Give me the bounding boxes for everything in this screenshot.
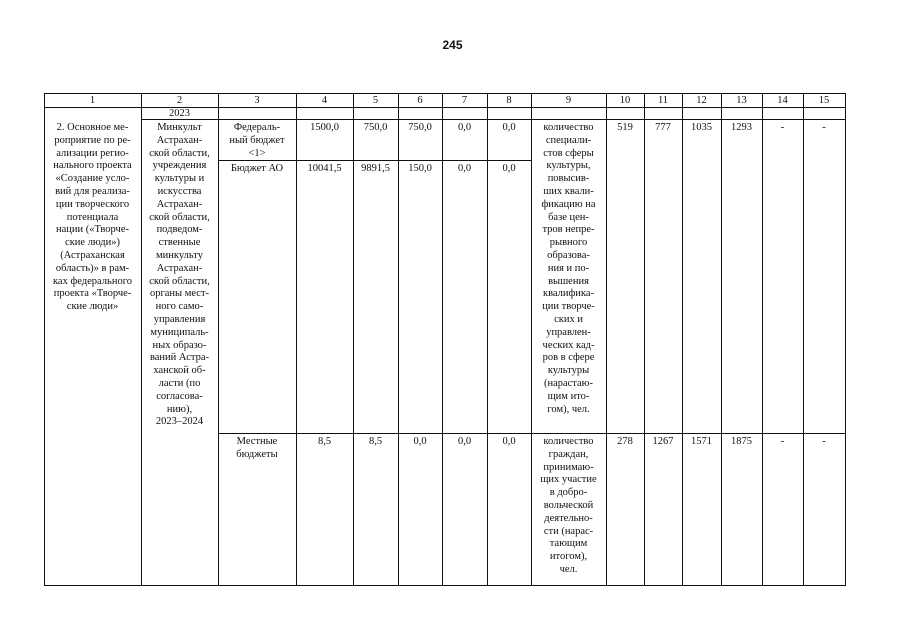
indicator-line: щим ито- (547, 390, 590, 402)
indicator-line: тающим (549, 538, 588, 550)
source-local (218, 436, 296, 462)
executor-line: ханской об- (153, 365, 206, 377)
indicator-line: ния и по- (547, 262, 590, 274)
indicator-line: культуры (547, 365, 590, 377)
executor-line: органы мест- (149, 288, 210, 300)
executor-line: Минкульт (157, 122, 202, 133)
executor-line: Астрахан- (156, 262, 203, 274)
indicator-line: принимаю- (543, 461, 594, 473)
executor-line: ской области, (149, 211, 210, 223)
activity-line: потенциала (66, 211, 119, 223)
activity-line: область)» в рам- (55, 262, 130, 274)
ao-value-col8: 0,0 (502, 163, 516, 174)
indicator-line: управлен- (546, 326, 591, 338)
source-line: Федераль- (233, 122, 281, 133)
indicator-line: гом), чел. (547, 403, 590, 415)
federal-value-col8: 0,0 (502, 122, 516, 133)
col-header-7: 7 (461, 95, 468, 106)
activity-line: «Создание усло- (55, 173, 130, 185)
ao-value-col4: 10041,5 (307, 163, 342, 174)
indicator-line: специали- (545, 134, 592, 146)
activity-line: нации («Творче- (56, 224, 129, 236)
executor-line: нию), (166, 403, 193, 415)
volunteers-col14: - (780, 436, 785, 447)
indicator-line: итогом), (549, 551, 588, 563)
volunteers-col12: 1571 (691, 436, 712, 447)
activity-line: ках федерального (52, 275, 132, 287)
indicator-line: деятельно- (544, 512, 593, 524)
executor-line: согласова- (156, 390, 203, 402)
indicator-line: количество (543, 436, 594, 447)
indicator-line: (нарастаю- (543, 377, 594, 389)
source-line: Местные (236, 436, 278, 447)
executor-line: управления (153, 313, 206, 325)
executor-line: подведом- (156, 224, 203, 236)
indicator-line: фикацию на (541, 198, 596, 210)
activity-line: ские люди») (65, 237, 120, 249)
specialists-col15: - (822, 122, 826, 133)
year-subheader: 2023 (169, 108, 190, 119)
source-line: Бюджет АО (230, 163, 284, 174)
executor-line: муниципаль- (150, 326, 209, 338)
col-header-2: 2 (176, 95, 183, 106)
col-header-13: 13 (736, 95, 747, 106)
local-value-col4: 8,5 (317, 436, 332, 447)
activity-line: ции творческого (55, 198, 130, 210)
federal-value-col7: 0,0 (457, 122, 472, 133)
executor-line: ласти (по (158, 377, 201, 389)
activity-line: вий для реализа- (55, 185, 130, 197)
indicator-line: ских и (554, 313, 583, 325)
indicator-line: вольческой (543, 499, 594, 511)
federal-value-col5: 750,0 (363, 122, 388, 133)
specialists-col14: - (780, 122, 785, 133)
source-line: бюджеты (236, 448, 278, 460)
local-value-col5: 8,5 (368, 436, 383, 447)
executor-line: Астрахан- (156, 134, 203, 146)
indicator-line: вышения (548, 275, 589, 287)
indicator-line: образова- (547, 249, 590, 261)
specialists-col10: 519 (617, 122, 633, 133)
page-number: 245 (442, 38, 463, 52)
col-header-14: 14 (777, 95, 788, 106)
indicator-line: повысив- (547, 173, 590, 185)
activity-line: (Астраханская (60, 249, 125, 261)
indicator-volunteers (531, 436, 606, 577)
executor-line: 2023–2024 (155, 416, 204, 428)
indicator-line: чел. (559, 563, 578, 575)
executor-line: учреждения (152, 160, 207, 172)
executor-cell (141, 122, 218, 429)
executor-line: искусства (157, 185, 202, 197)
indicator-line: рывного (549, 237, 588, 249)
indicator-line: стов сферы (543, 147, 594, 159)
executor-line: Астрахан- (156, 198, 203, 210)
ao-value-col7: 0,0 (457, 163, 472, 174)
col-header-1: 1 (89, 95, 96, 106)
executor-line: ской области, (149, 147, 210, 159)
local-value-col7: 0,0 (457, 436, 472, 447)
activity-line: 2. Основное ме- (56, 122, 129, 133)
indicator-line: тров непре- (542, 224, 595, 236)
indicator-line: ших квали- (543, 185, 594, 197)
indicator-line: в добро- (549, 487, 588, 499)
specialists-col11: 777 (655, 122, 671, 133)
col-header-3: 3 (254, 95, 260, 106)
volunteers-col13: 1875 (731, 436, 752, 447)
volunteers-col15: - (822, 436, 826, 447)
col-header-12: 12 (696, 95, 707, 106)
source-federal (218, 122, 296, 160)
indicator-line: щих участие (540, 474, 597, 486)
col-header-11: 11 (657, 95, 669, 106)
activity-cell (44, 122, 141, 314)
indicator-line: ции творче- (542, 301, 595, 313)
indicator-line: ческих кад- (542, 339, 595, 351)
federal-value-col4: 1500,0 (310, 122, 339, 133)
executor-line: культуры и (154, 173, 205, 185)
col-header-9: 9 (565, 95, 572, 106)
activity-line: ские люди» (66, 301, 119, 313)
indicator-line: ров в сфере (542, 352, 595, 364)
col-header-10: 10 (619, 95, 631, 106)
executor-line: ской области, (149, 275, 210, 287)
activity-line: роприятие по ре- (54, 134, 131, 146)
ao-value-col6: 150,0 (408, 163, 432, 174)
executor-line: минкульту (156, 249, 203, 261)
indicator-line: сти (нарас- (543, 525, 594, 537)
col-header-8: 8 (506, 95, 512, 106)
indicator-line: граждан, (548, 448, 589, 460)
activity-line: ализации регио- (56, 147, 129, 159)
ao-value-col5: 9891,5 (361, 163, 390, 174)
source-line: ный бюджет (229, 134, 285, 146)
executor-line: ных образо- (152, 339, 207, 351)
local-value-col6: 0,0 (413, 436, 427, 447)
specialists-col12: 1035 (691, 122, 712, 133)
col-header-4: 4 (321, 95, 328, 106)
indicator-specialists (531, 122, 606, 416)
local-value-col8: 0,0 (502, 436, 516, 447)
executor-line: ного само- (155, 301, 204, 313)
volunteers-col11: 1267 (652, 436, 674, 447)
indicator-line: количество (543, 122, 594, 133)
executor-line: ваний Астра- (149, 352, 210, 364)
col-header-15: 15 (818, 95, 830, 106)
volunteers-col10: 278 (617, 436, 633, 447)
indicator-line: квалифика- (542, 288, 595, 300)
source-budget-ao (218, 163, 296, 176)
indicator-line: базе цен- (548, 211, 589, 223)
source-line: <1> (248, 147, 266, 159)
specialists-col13: 1293 (731, 122, 752, 133)
activity-line: нального проекта (53, 160, 132, 172)
executor-line: ственные (158, 237, 201, 249)
indicator-line: культуры, (546, 160, 591, 172)
federal-value-col6: 750,0 (408, 122, 432, 133)
activity-line: проекта «Творче- (53, 288, 132, 300)
col-header-6: 6 (417, 95, 423, 106)
col-header-5: 5 (372, 95, 379, 106)
